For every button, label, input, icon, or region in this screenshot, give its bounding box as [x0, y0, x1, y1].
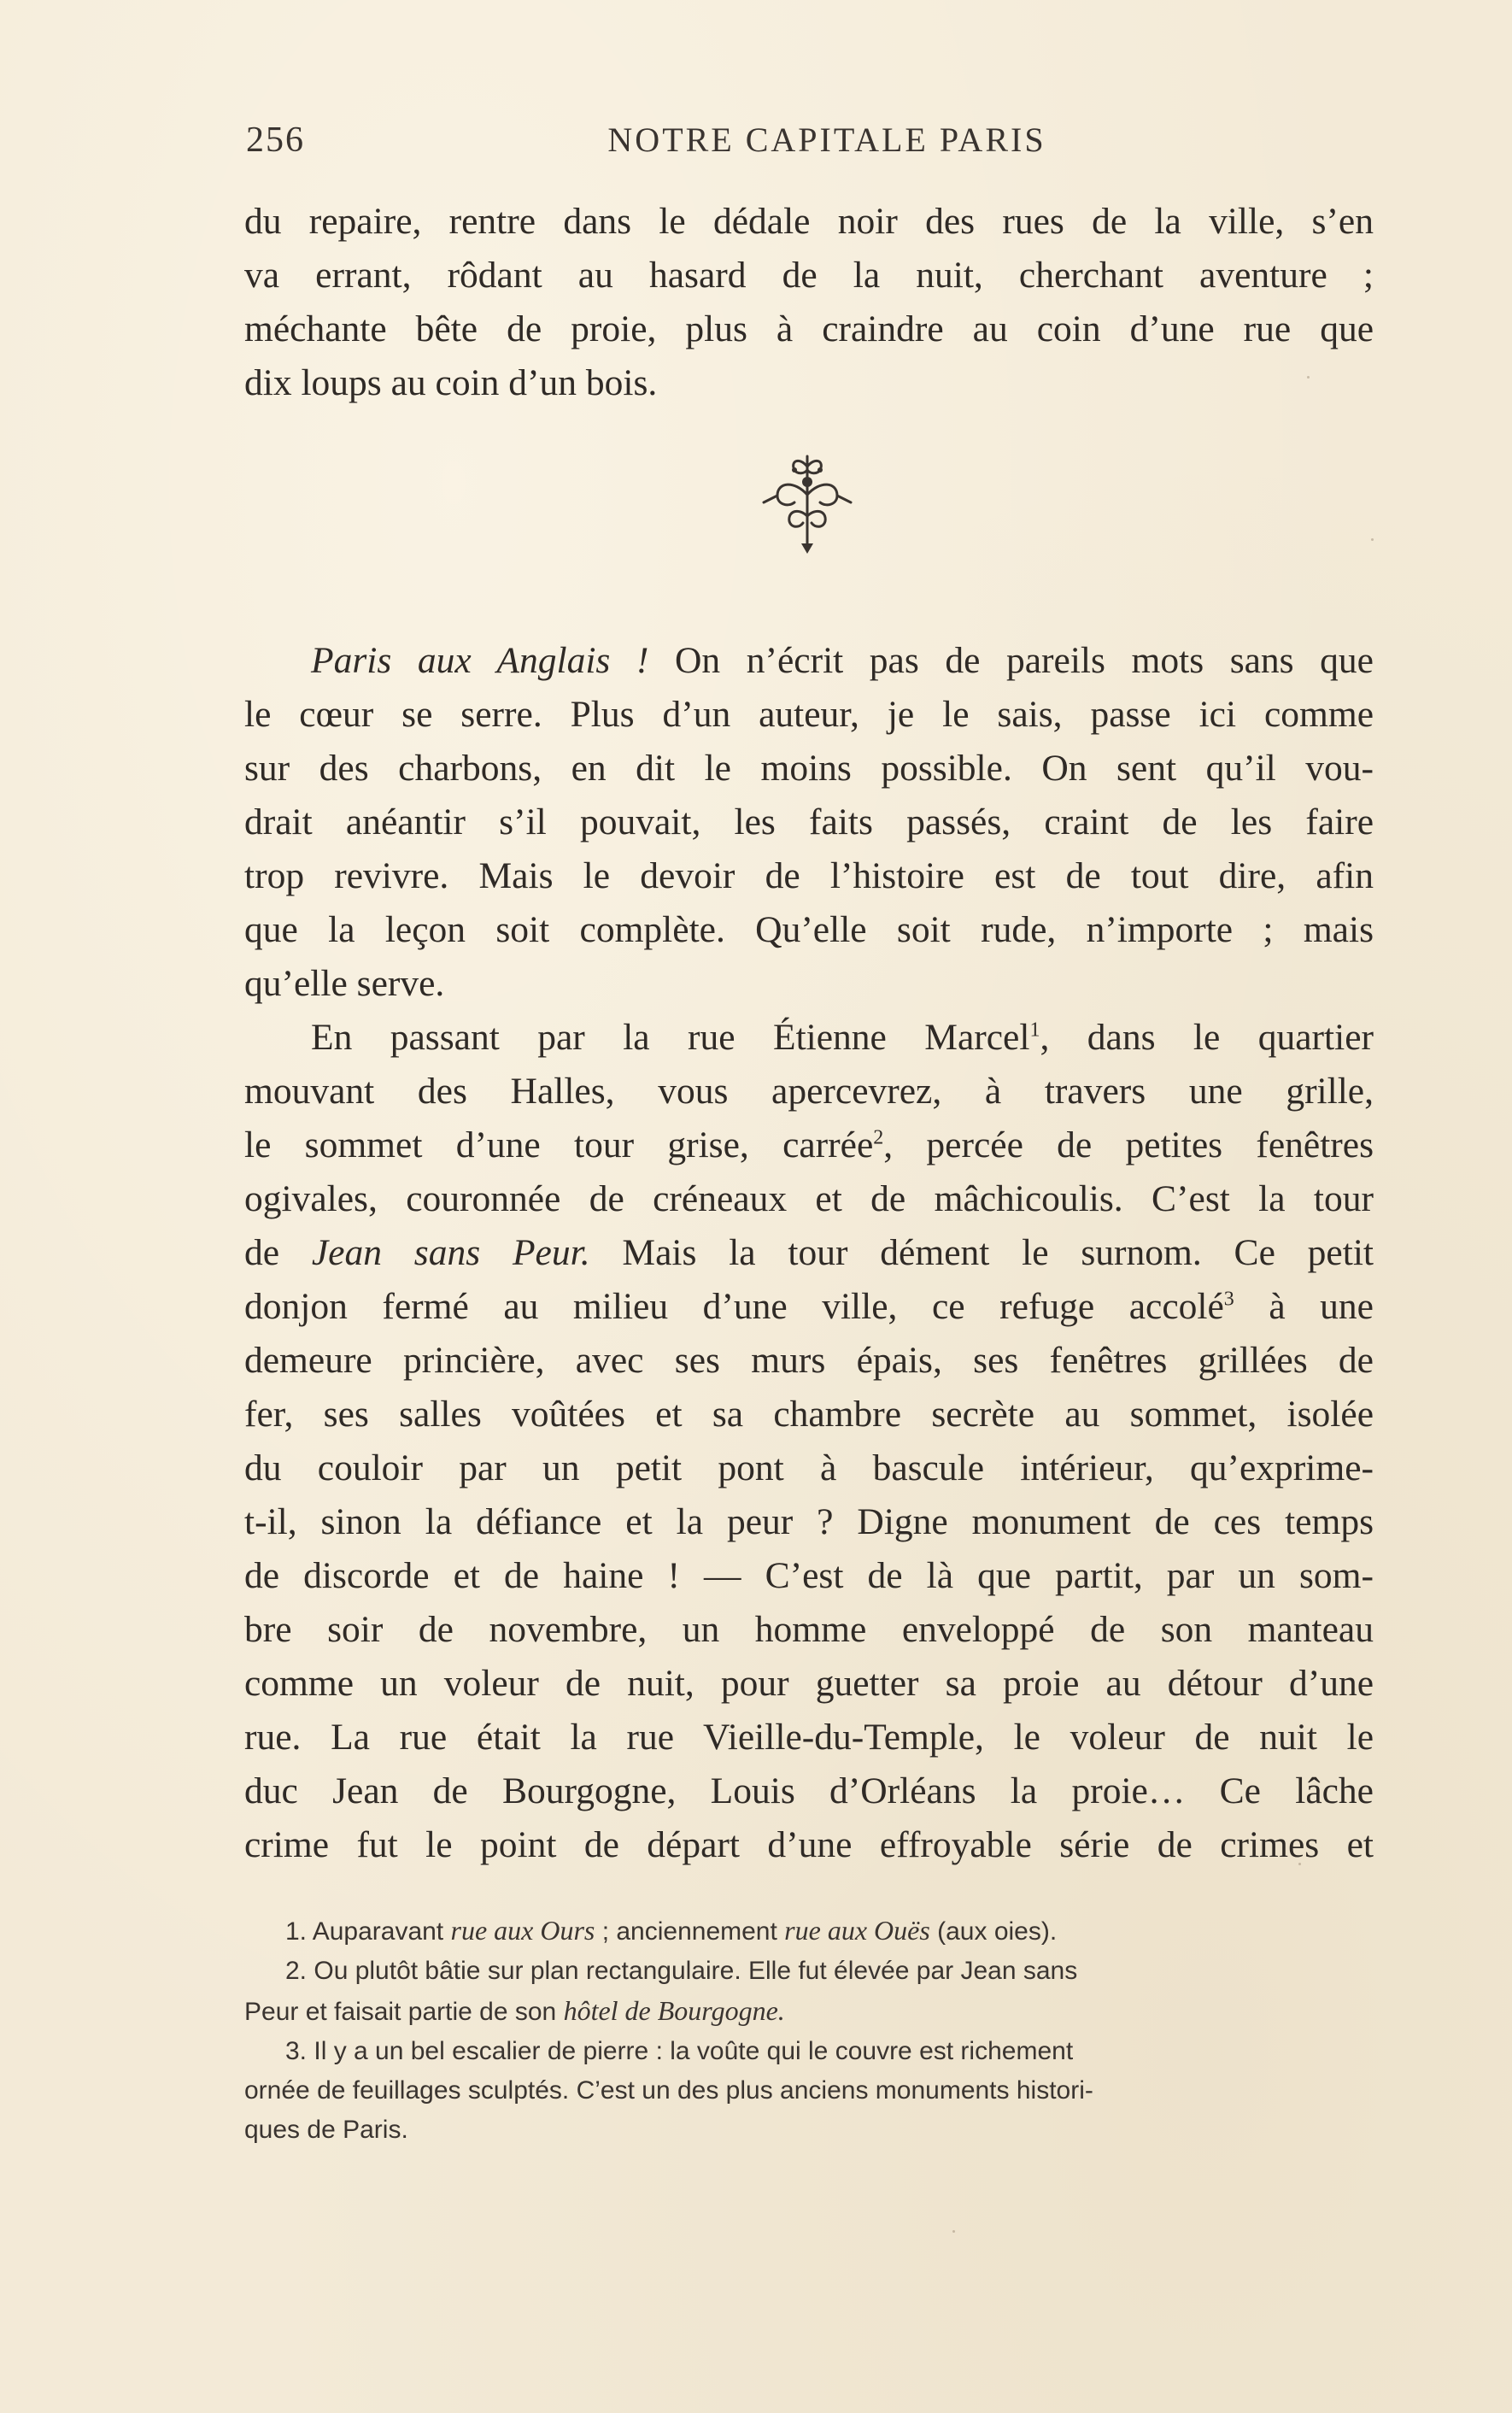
footnotes	[244, 1911, 1372, 2150]
text-line: sur des charbons, en dit le moins possible. On sent qu’il vou-	[244, 748, 1374, 789]
page-number: 256	[246, 120, 305, 160]
text-line	[244, 634, 1374, 688]
text-segment: , dans le quartier	[1040, 1017, 1374, 1058]
footnote-text: ; anciennement	[595, 1917, 785, 1946]
text-line: dix loups au coin d’un bois.	[244, 362, 658, 403]
text-line: duc Jean de Bourgogne, Louis d’Orléans la proie… Ce lâche	[244, 1770, 1374, 1811]
footnote-text: (aux oies).	[929, 1917, 1058, 1946]
text-line: comme un voleur de nuit, pour guetter sa proie au détour d’une	[244, 1663, 1374, 1704]
footnote-3-continued: ques de Paris.	[244, 2116, 408, 2144]
text-line: rue. La rue était la rue Vieille-du-Temple, le voleur de nuit le	[244, 1717, 1374, 1758]
text-segment: On n’écrit pas de pareils mots sans que	[648, 640, 1374, 681]
text-line	[244, 1118, 1374, 1172]
text-line: qu’elle serve.	[244, 963, 445, 1004]
footnote-text: 1. Auparavant	[285, 1917, 451, 1946]
text-line: demeure princière, avec ses murs épais, ses fenêtres grillées de	[244, 1340, 1374, 1381]
text-line	[244, 1011, 1374, 1065]
text-line: crime fut le point de départ d’une effroyable série de crimes et	[244, 1824, 1374, 1865]
running-title: NOTRE CAPITALE PARIS	[607, 120, 1046, 159]
text-line: fer, ses salles voûtées et sa chambre secrète au sommet, isolée	[244, 1394, 1374, 1435]
text-line	[244, 1226, 1374, 1280]
text-line: du couloir par un petit pont à bascule intérieur, qu’exprime-	[244, 1447, 1374, 1488]
footnote-italic: hôtel de Bourgogne.	[563, 1995, 785, 2026]
footnote-3: 3. Il y a un bel escalier de pierre : la voûte qui le couvre est richement	[285, 2037, 1074, 2065]
footnote-text: Peur et faisait partie de son	[244, 1998, 564, 2026]
text-line: trop revivre. Mais le devoir de l’histoire est de tout dire, afin	[244, 855, 1374, 896]
paragraph-paris-aux-anglais	[244, 634, 1374, 1872]
footnote-ref-2[interactable]: 2	[873, 1126, 884, 1149]
text-line: le cœur se serre. Plus d’un auteur, je le sais, passe ici comme	[244, 694, 1374, 735]
paper-speck	[1371, 538, 1374, 541]
text-segment: donjon fermé au milieu d’une ville, ce refuge accolé	[244, 1286, 1224, 1327]
paragraph-continuation	[244, 195, 1374, 410]
text-segment: de	[244, 1232, 312, 1273]
text-line: va errant, rôdant au hasard de la nuit, cherchant aventure ;	[244, 255, 1374, 296]
text-segment: , percée de petites fenêtres	[883, 1124, 1374, 1165]
text-segment: Mais la tour dément le surnom. Ce petit	[589, 1232, 1374, 1273]
fleuron-ornament-icon	[752, 448, 863, 559]
footnote-italic: rue aux Ours	[450, 1915, 595, 1946]
paper-speck	[1298, 1863, 1301, 1865]
footnote-2: 2. Ou plutôt bâtie sur plan rectangulaire. Elle fut élevée par Jean sans	[285, 1957, 1078, 1985]
footnote-1	[244, 1911, 1372, 1952]
footnote-3-continued: ornée de feuillages sculptés. C’est un des plus anciens monuments histori-	[244, 2076, 1093, 2105]
text-line: méchante bête de proie, plus à craindre au coin d’une rue que	[244, 308, 1374, 349]
running-head	[246, 120, 1382, 171]
text-segment: à une	[1234, 1286, 1374, 1327]
text-segment: le sommet d’une tour grise, carrée	[244, 1124, 874, 1165]
footnote-italic: rue aux Ouës	[784, 1915, 930, 1946]
text-segment: En passant par la rue Étienne Marcel	[311, 1017, 1030, 1058]
text-line: de discorde et de haine ! — C’est de là que partit, par un som-	[244, 1555, 1374, 1596]
text-line: ogivales, couronnée de créneaux et de mâchicoulis. C’est la tour	[244, 1178, 1374, 1219]
text-line: mouvant des Halles, vous apercevrez, à travers une grille,	[244, 1071, 1374, 1112]
paper-speck	[1307, 376, 1310, 379]
text-line: du repaire, rentre dans le dédale noir des rues de la ville, s’en	[244, 201, 1374, 242]
text-line: bre soir de novembre, un homme enveloppé de son manteau	[244, 1609, 1374, 1650]
text-line: drait anéantir s’il pouvait, les faits passés, craint de les faire	[244, 801, 1374, 842]
paper-speck	[952, 2230, 955, 2233]
italic-phrase: Jean sans Peur.	[311, 1232, 590, 1273]
footnote-ref-1[interactable]: 1	[1029, 1019, 1040, 1042]
text-line: que la leçon soit complète. Qu’elle soit rude, n’importe ; mais	[244, 909, 1374, 950]
text-line: t-il, sinon la défiance et la peur ? Digne monument de ces temps	[244, 1501, 1374, 1542]
footnote-2-continued	[244, 1991, 1372, 2032]
italic-phrase: Paris aux Anglais !	[311, 640, 649, 681]
text-line	[244, 1280, 1374, 1334]
footnote-ref-3[interactable]: 3	[1223, 1288, 1234, 1311]
